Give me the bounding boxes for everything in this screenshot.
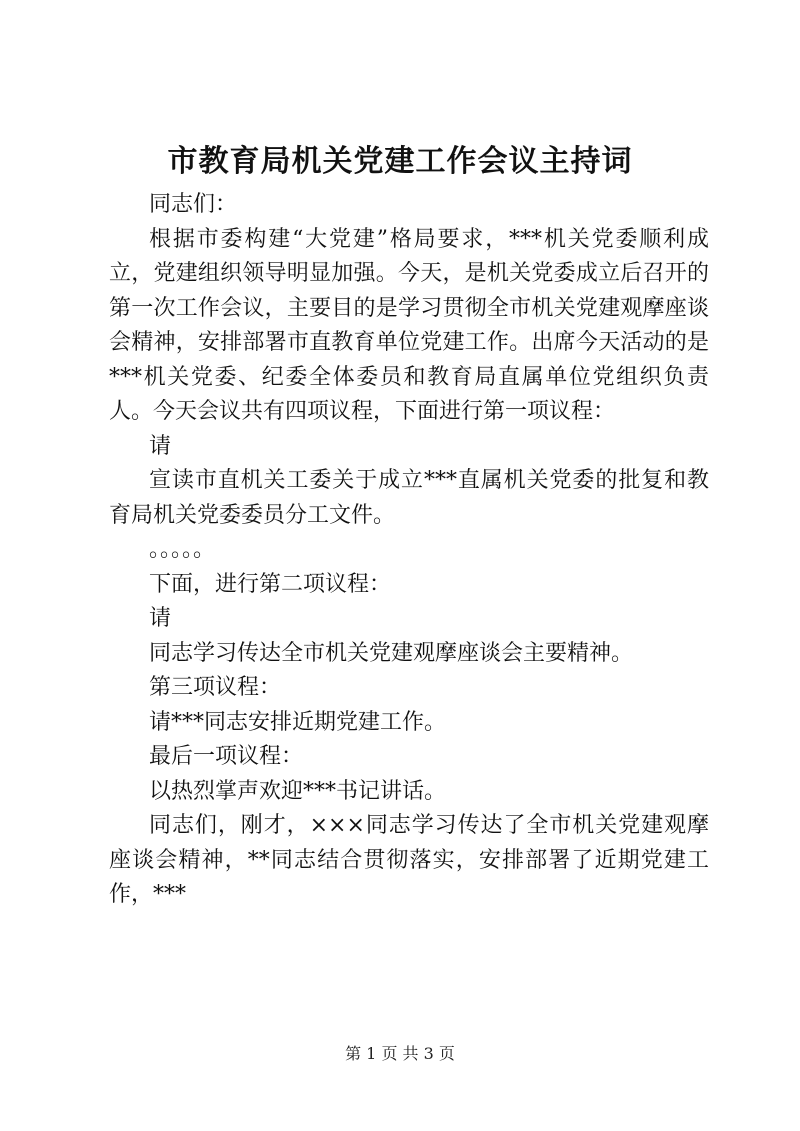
document-body bbox=[109, 188, 709, 913]
paragraph-welcome: 以热烈掌声欢迎***书记讲话。 bbox=[149, 778, 447, 804]
paragraph-study: 同志学习传达全市机关党建观摩座谈会主要精神。 bbox=[149, 640, 634, 666]
paragraph-reading: 宣读市直机关工委关于成立***直属机关党委的批复和教育局机关党委委员分工文件。 bbox=[109, 468, 709, 528]
paragraph-agenda-last: 最后一项议程： bbox=[149, 744, 304, 769]
document-title: 市教育局机关党建工作会议主持词 bbox=[167, 144, 633, 179]
paragraph-summary: 同志们，刚才，×××同志学习传达了全市机关党建观摩座谈会精神，**同志结合贯彻落实，安排部署了近期党建工作，*** bbox=[109, 813, 709, 907]
paragraph-intro: 根据市委构建“大党建”格局要求，***机关党委顺利成立，党建组织领导明显加强。今天，是机关党委成立后召开的第一次工作会议，主要目的是学习贯彻全市机关党建观摩座谈会精神，安排部署市直教育单位党建工作。出席今天活动的是***机关党委、纪委全体委员和教育局直属单位党组织负责人。今天会议共有四项议程，下面进行第一项议程： bbox=[109, 226, 709, 424]
paragraph-ellipsis: 。。。。。 bbox=[149, 537, 216, 562]
page-footer: 第 1 页 共 3 页 bbox=[345, 1044, 455, 1063]
paragraph-invite-1: 请 bbox=[149, 433, 172, 459]
paragraph-agenda-3: 第三项议程： bbox=[149, 675, 282, 700]
paragraph-agenda-2: 下面，进行第二项议程： bbox=[149, 571, 392, 597]
paragraph-arrange: 请***同志安排近期党建工作。 bbox=[149, 709, 447, 735]
paragraph-greeting: 同志们： bbox=[149, 192, 238, 217]
paragraph-invite-2: 请 bbox=[149, 606, 172, 631]
